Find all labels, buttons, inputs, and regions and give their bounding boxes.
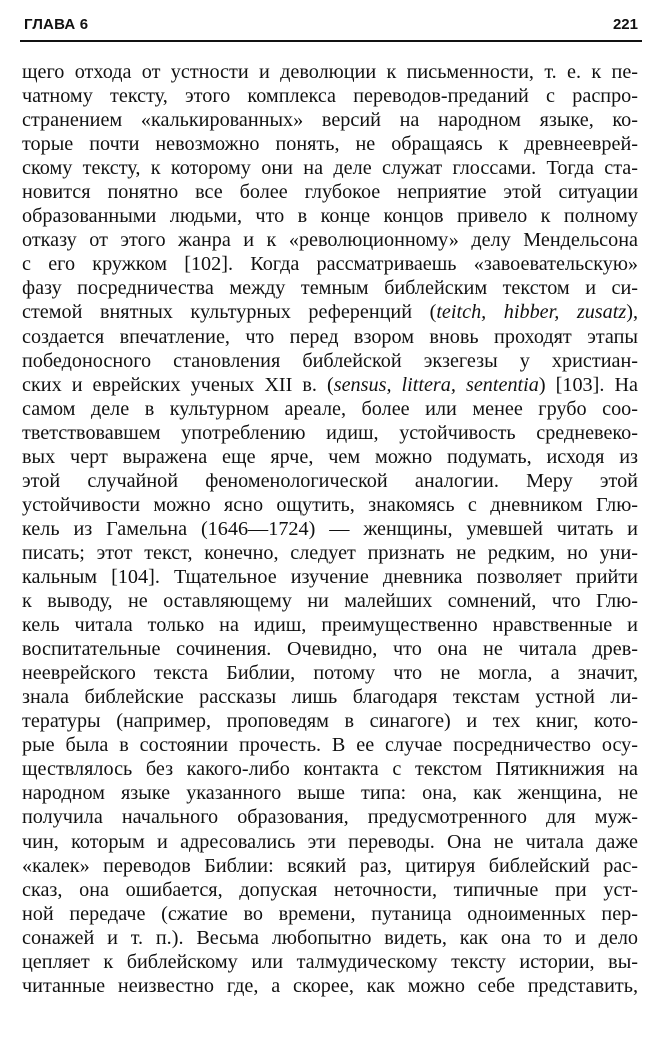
text-line: цепляет к библейскому или талмудическому тексту истории, вы- (22, 950, 638, 973)
text-line: тературы (например, проповедям в синагоге) и тех книг, кото- (22, 710, 638, 733)
text-line: скому тексту, к которому они на деле служат глоссами. Тогда ста- (22, 157, 638, 180)
header-rule (20, 40, 642, 42)
text-line: ной передаче (сжатие во времени, путаница одноименных пер- (22, 902, 638, 925)
text-line: чин, которым и адресовались эти переводы. Она не читала даже (22, 830, 638, 853)
body-paragraph (22, 60, 638, 998)
text-line: сонажей и т. п.). Весьма любопытно видеть, как она то и дело (22, 926, 638, 949)
text-line: рые была в состоянии прочесть. В ее случае посредничество осу- (22, 734, 638, 757)
text-line: кальным [104]. Тщательное изучение дневника позволяет прийти (22, 565, 638, 588)
text-line: с его кружком [102]. Когда рассматриваешь «завоевательскую» (22, 253, 638, 276)
text-line: создается впечатление, что перед взором вновь проходят этапы (22, 325, 638, 348)
text-line: странением «калькированных» версий на народном языке, ко- (22, 109, 638, 132)
text-line: знала библейские рассказы лишь благодаря текстам устной ли- (22, 686, 638, 709)
page-number: 221 (612, 16, 638, 33)
text-line: отказу от этого жанра и к «революционному» делу Мендельсона (22, 229, 638, 252)
text-line: самом деле в культурном ареале, более или менее грубо соо- (22, 397, 638, 420)
italic-term: sensus, littera, sententia (333, 373, 539, 396)
text-line: читанные неизвестно где, а скорее, как можно себе представить, (22, 974, 638, 997)
text-line: ских и еврейских ученых XII в. (sensus, littera, sententia) [103]. На (22, 373, 638, 396)
text-line: воспитательные сочинения. Очевидно, что она не читала древ- (22, 638, 638, 661)
text-line: тветствовавшем употреблению идиш, устойчивость средневеко- (22, 421, 638, 444)
text-line: народном языке указанного выше типа: она, как женщина, не (22, 782, 638, 805)
text-line: ществлялось без какого-либо контакта с текстом Пятикнижия на (22, 758, 638, 781)
text-line: получила начального образования, предусмотренного для муж- (22, 806, 638, 829)
running-head (24, 14, 638, 36)
text-line: нееврейского текста Библии, потому что не могла, а значит, (22, 662, 638, 685)
text-line: чатному тексту, этого комплекса переводов-преданий с распро- (22, 85, 638, 108)
text-line: победоносного становления библейской экзегезы у христиан- (22, 349, 638, 372)
text-line: кель из Гамельна (1646—1724) — женщины, умевшей читать и (22, 517, 638, 540)
text-line: к выводу, не оставляющему ни малейших сомнений, что Глю- (22, 590, 638, 613)
text-line: новится понятно все более глубокое неприятие этой ситуации (22, 181, 638, 204)
text-line: кель читала только на идиш, преимущественно нравственные и (22, 614, 638, 637)
text-line: торые почти невозможно понять, не обращаясь к древнееврей- (22, 133, 638, 156)
text-line: образованными людьми, что в конце концов привело к полному (22, 205, 638, 228)
text-line: вых черт выражена еще ярче, чем можно подумать, исходя из (22, 445, 638, 468)
chapter-title: ГЛАВА 6 (24, 16, 89, 33)
italic-term: teitch, hibber, zusatz (436, 301, 627, 324)
text-line: щего отхода от устности и деволюции к письменности, т. е. к пе- (22, 61, 638, 83)
text-line: фазу посредничества между темным библейским текстом и си- (22, 277, 638, 300)
text-line: этой случайной феноменологической аналогии. Меру этой (22, 469, 638, 492)
text-line: «калек» переводов Библии: всякий раз, цитируя библейский рас- (22, 854, 638, 877)
text-line: устойчивости можно ясно ощутить, знакомясь с дневником Глю- (22, 493, 638, 516)
text-line: стемой внятных культурных референций (teitch, hibber, zusatz), (22, 301, 638, 324)
text-line: сказ, она ошибается, допуская неточности, типичные при уст- (22, 878, 638, 901)
text-line: писать; этот текст, конечно, следует признать не редким, но уни- (22, 541, 638, 564)
